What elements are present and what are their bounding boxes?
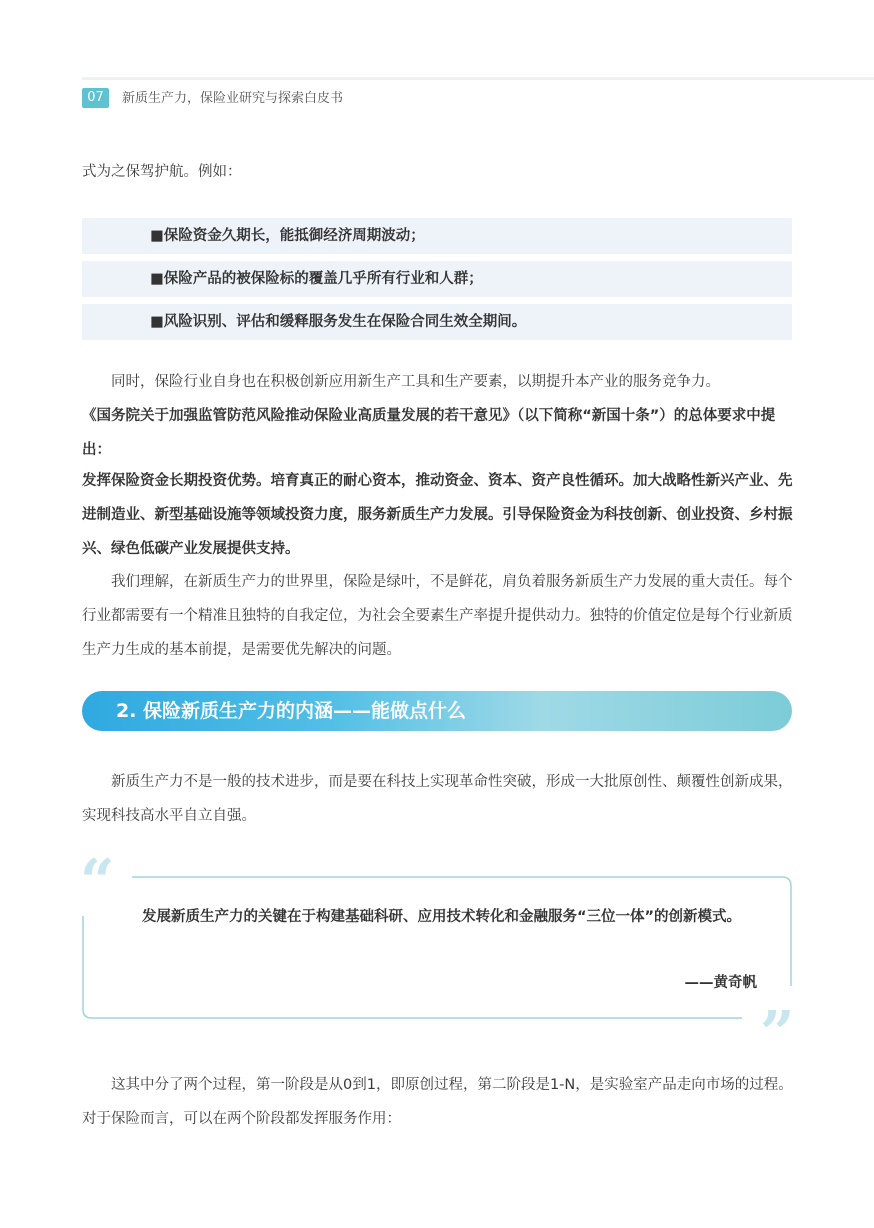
highlight-row-2 bbox=[82, 261, 792, 297]
quote-text: 发展新质生产力的关键在于构建基础科研、应用技术转化和金融服务“三位一体”的创新模式。 bbox=[113, 909, 742, 925]
header-rule bbox=[82, 77, 874, 80]
running-title: 新质生产力，保险业研究与探索白皮书 bbox=[122, 91, 344, 106]
paragraph-1: 同时，保险行业自身也在积极创新应用新生产工具和生产要素，以期提升本产业的服务竞争力。 bbox=[82, 374, 720, 390]
paragraph-3-bold: 发挥保险资金长期投资优势。培育真正的耐心资本，推动资金、资本、资产良性循环。加大战略性新兴产业、先进制造业、新型基础设施等领域投资力度，服务新质生产力发展。引导保险资金为科技创新、创业投资、乡村振兴、绿色低碳产业发展提供支持。 bbox=[82, 473, 793, 557]
highlight-row-1 bbox=[82, 218, 792, 254]
highlight-row-3 bbox=[82, 304, 792, 340]
paragraph-5: 新质生产力不是一般的技术进步，而是要在科技上实现革命性突破，形成一大批原创性、颠覆性创新成果，实现科技高水平自立自强。 bbox=[82, 774, 793, 824]
close-quote-icon: ” bbox=[760, 999, 795, 1069]
intro-line: 式为之保驾护航。例如： bbox=[82, 164, 242, 180]
highlight-text: ■保险资金久期长，能抵御经济周期波动； bbox=[150, 228, 425, 244]
section-title: 2. 保险新质生产力的内涵——能做点什么 bbox=[116, 700, 467, 722]
paragraph-6: 这其中分了两个过程，第一阶段是从0到1，即原创过程，第二阶段是1-N，是实验室产品走向市场的过程。对于保险而言，可以在两个阶段都发挥服务作用： bbox=[82, 1077, 793, 1127]
paragraph-2-bold: 《国务院关于加强监管防范风险推动保险业高质量发展的若干意见》（以下简称“新国十条”）的总体要求中提出： bbox=[82, 408, 776, 458]
page-number-badge: 07 bbox=[82, 88, 109, 108]
highlight-text: ■保险产品的被保险标的覆盖几乎所有行业和人群； bbox=[150, 271, 483, 287]
paragraph-4: 我们理解，在新质生产力的世界里，保险是绿叶，不是鲜花，肩负着服务新质生产力发展的重大责任。每个行业都需要有一个精准且独特的自我定位，为社会全要素生产率提升提供动力。独特的价值定位是每个行业新质生产力生成的基本前提，是需要优先解决的问题。 bbox=[82, 574, 793, 658]
highlight-text: ■风险识别、评估和缓释服务发生在保险合同生效全期间。 bbox=[150, 314, 527, 330]
section-heading-bar bbox=[82, 691, 792, 731]
open-quote-icon: “ bbox=[80, 847, 115, 917]
quote-author: ——黄奇帆 bbox=[684, 975, 757, 991]
